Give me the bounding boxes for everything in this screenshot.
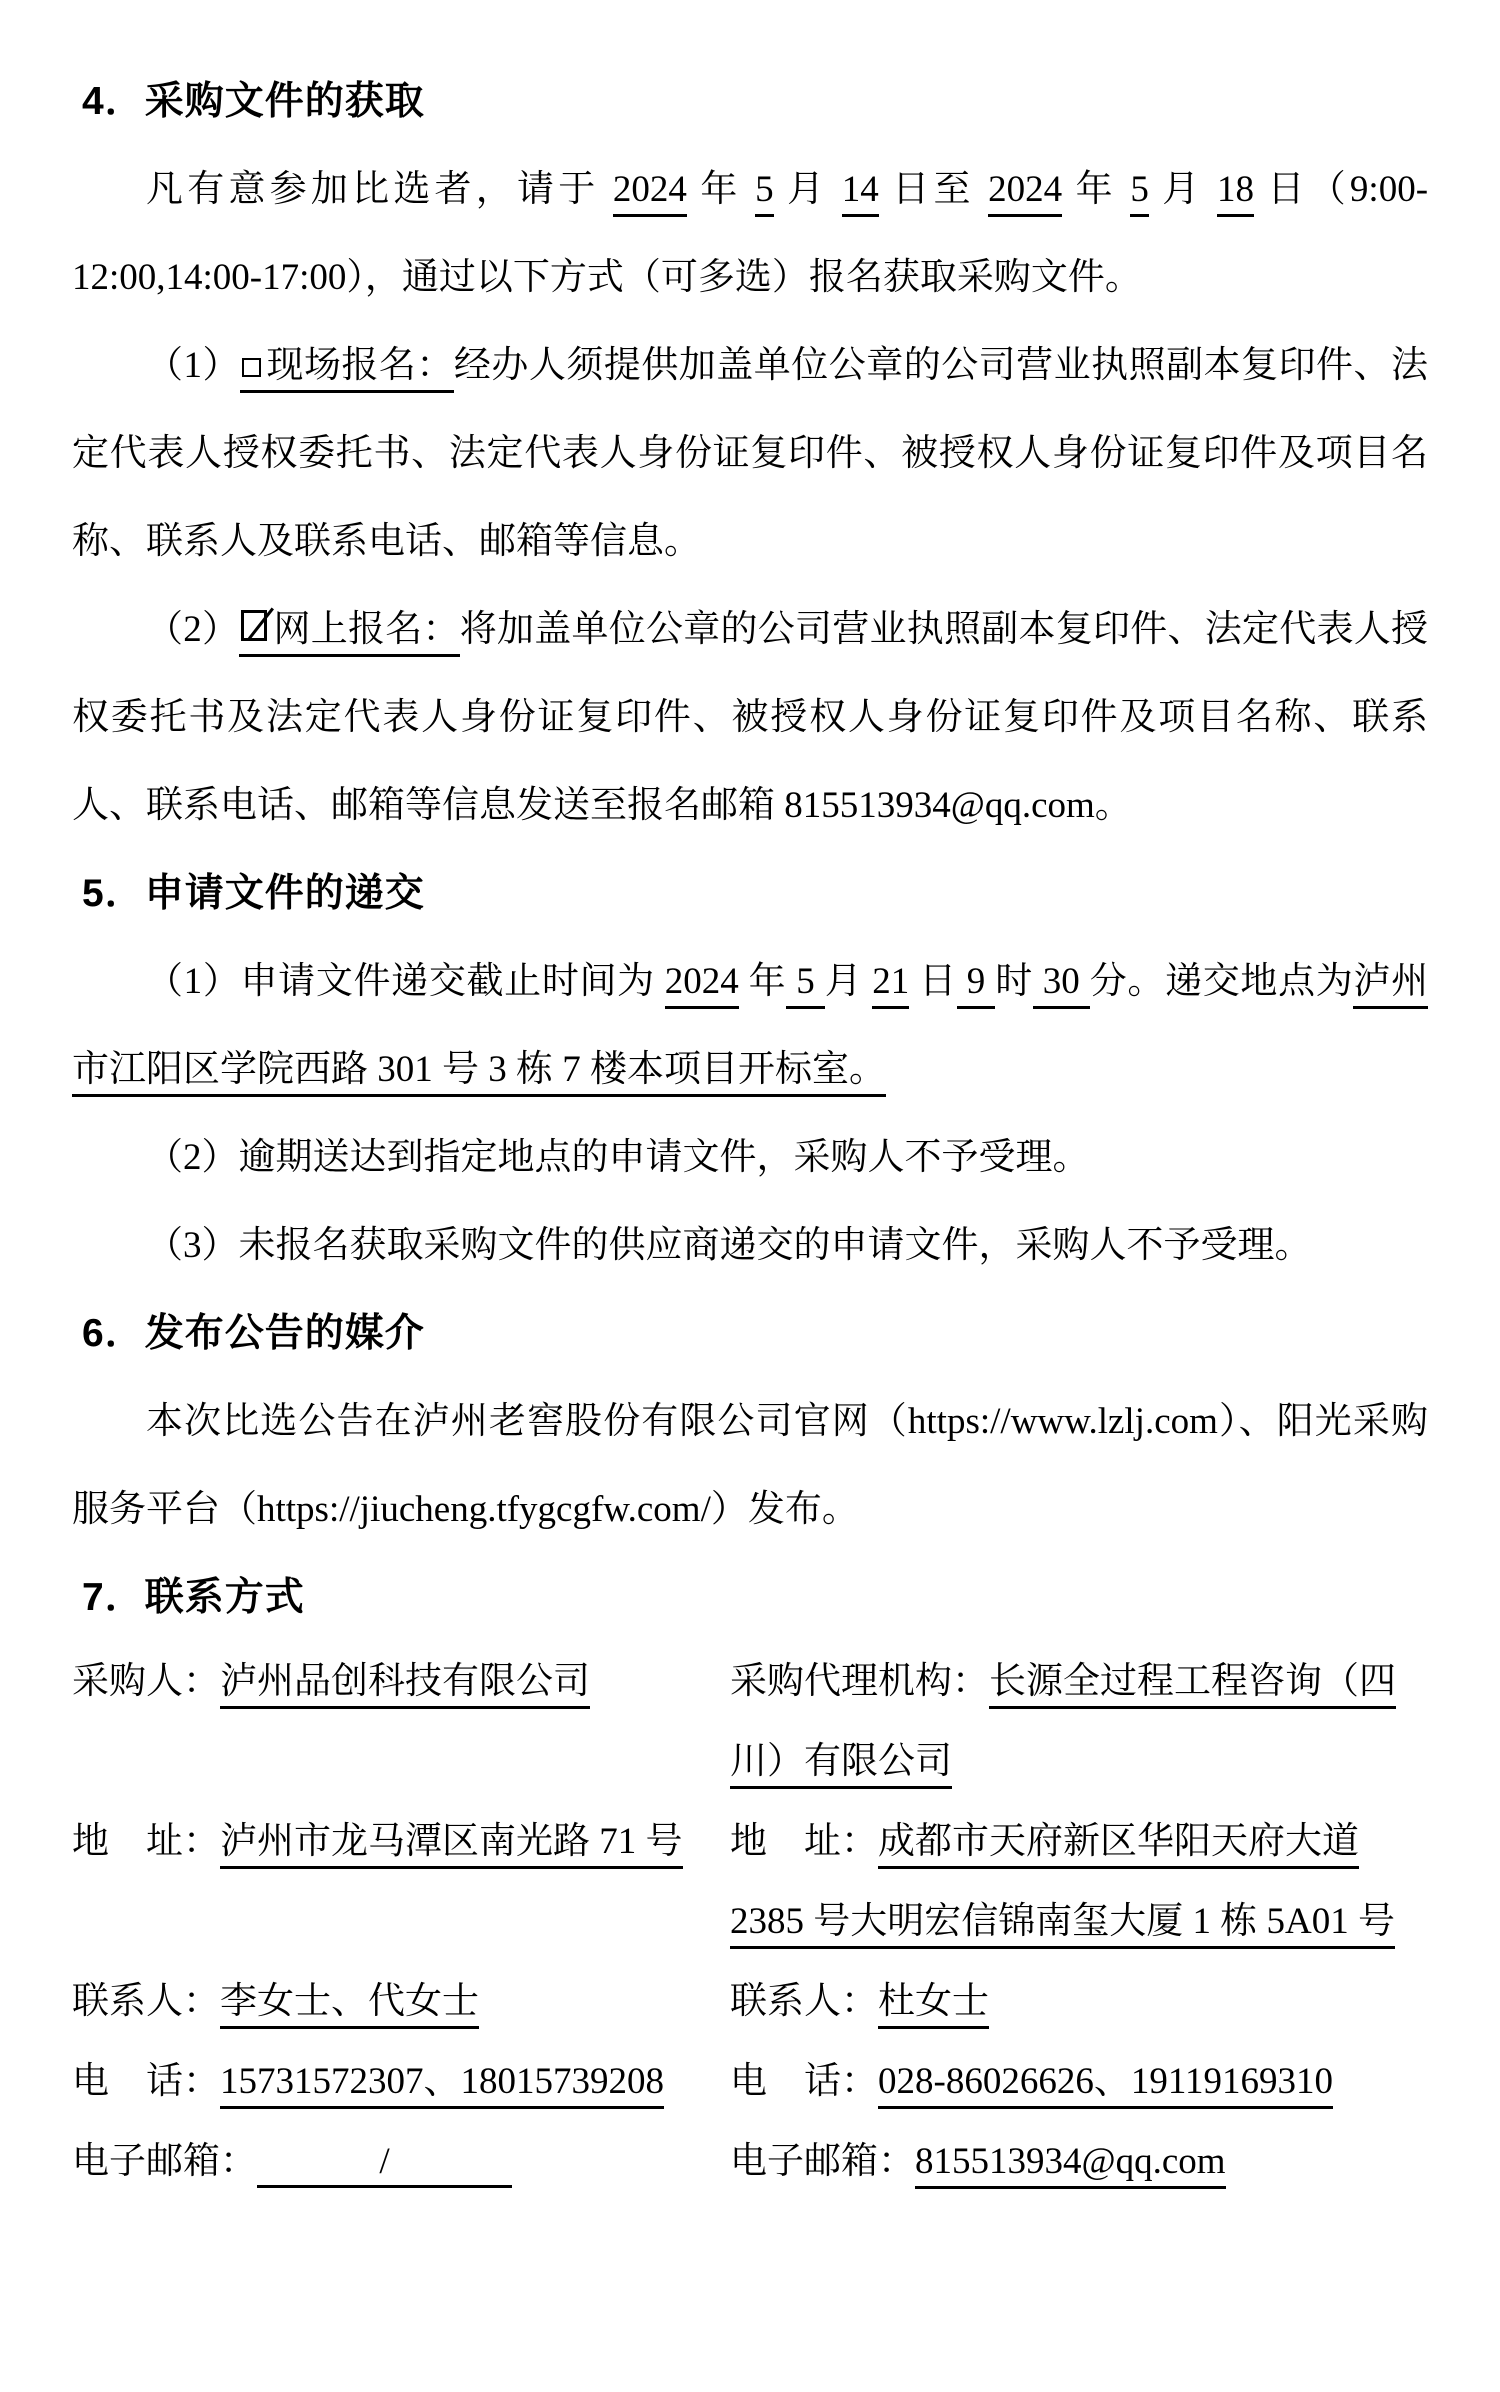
agency-contact-label: 联系人： [730,1981,878,2022]
para-submission-deadline [72,938,1428,1114]
text-run: 年 [1062,169,1131,210]
text-run: 分。递交地点为 [1089,961,1354,1002]
text-run: 年 [738,961,787,1002]
blank-deadline-year: 2024 [665,961,739,1009]
agency-phone-row [730,2042,1428,2122]
text-run: 年 [686,169,756,210]
buyer-email-blank: / [257,2139,512,2188]
buyer-contact-person: 李女士、代女士 [220,1981,479,2029]
para-onsite-registration [72,322,1428,586]
buyer-phone: 15731572307、18015739208 [220,2061,664,2109]
buyer-label: 采购人： [72,1661,220,1702]
buyer-address-label: 地 址： [72,1821,220,1862]
blank-month-to: 5 [1130,169,1149,217]
blank-deadline-day: 21 [872,961,909,1009]
blank-deadline-month: 5 [786,961,824,1009]
para-online-registration [72,586,1428,850]
contact-table [72,1642,1428,2202]
buyer-address-row [72,1802,692,1962]
agency-email-label: 电子邮箱： [730,2141,915,2182]
agency-address: 成都市天府新区华阳天府大道 2385 号大明宏信锦南玺大厦 1 栋 5A01 号 [730,1821,1395,1949]
agency-email-row [730,2122,1428,2202]
blank-month-from: 5 [755,169,774,217]
section-7-heading: 7．联系方式 [82,1576,305,1619]
checkbox-checked-icon [241,610,267,641]
text-run: 日至 [878,169,989,210]
submission-address: 泸州市江阳区学院西路 301 号 3 栋 7 楼本项目开标室。 [72,961,1428,1097]
text-run: 日 [909,961,957,1002]
buyer-phone-row [72,2042,692,2122]
online-registration-option [239,609,460,657]
text-run: 将加盖单位公章的公司营业执照副本复印件、法定代表人授权委托书及法定代表人身份证复印件、被授权人身份证复印件及项目名称、联系人、联系电话、邮箱等信息发送至报名邮箱 815513934@qq.com。 [72,609,1428,826]
para-announcement-media: 本次比选公告在泸州老窖股份有限公司官网（https://www.lzlj.com）、阳光采购服务平台（https://jiucheng.tfygcgfw.com/）发布。 [72,1401,1428,1530]
blank-day-to: 18 [1217,169,1254,217]
agency-name: 长源全过程工程咨询（四川）有限公司 [730,1661,1396,1789]
text-run: 月 [1148,169,1217,210]
agency-address-label: 地 址： [730,1821,878,1862]
onsite-registration-option [240,345,454,393]
buyer-name-row [72,1642,692,1802]
agency-contact-person: 杜女士 [878,1981,989,2029]
text-run: 凡有意参加比选者，请于 [146,169,613,210]
text-run: 月 [773,169,842,210]
buyer-email-label: 电子邮箱： [72,2141,257,2182]
agency-address-row [730,1802,1428,1962]
buyer-name: 泸州品创科技有限公司 [220,1661,590,1709]
checkbox-unchecked-icon [242,358,261,377]
buyer-contact-row [72,1962,692,2042]
online-registration-label: 网上报名： [273,609,460,650]
para-late-submission: （2）逾期送达到指定地点的申请文件，采购人不予受理。 [146,1137,1090,1178]
onsite-registration-label: 现场报名： [265,345,454,386]
agency-phone-label: 电 话： [730,2061,878,2102]
agency-contact-row [730,1962,1428,2042]
agency-email: 815513934@qq.com [915,2141,1226,2189]
buyer-email-row [72,2122,692,2202]
section-5-heading: 5．申请文件的递交 [82,872,425,915]
text-run: 时 [995,961,1033,1002]
buyer-contact-label: 联系人： [72,1981,220,2022]
blank-year-from: 2024 [613,169,687,217]
section-4-heading: 4．采购文件的获取 [82,80,425,123]
text-run: （2） [146,609,240,650]
blank-day-from: 14 [842,169,879,217]
text-run: 经办人须提供加盖单位公章的公司营业执照副本复印件、法定代表人授权委托书、法定代表人身份证复印件、被授权人身份证复印件及项目名称、联系人及联系电话、邮箱等信息。 [72,345,1429,562]
buyer-address: 泸州市龙马潭区南光路 71 号 [220,1821,683,1869]
agency-name-row [730,1642,1428,1802]
agency-label: 采购代理机构： [730,1661,989,1702]
buyer-phone-label: 电 话： [72,2061,220,2102]
blank-deadline-hour: 9 [957,961,995,1009]
text-run: 日（9:00-12:00,14:00-17:00），通过以下方式（可多选）报名获取采购文件。 [72,169,1429,298]
text-run: （1） [146,345,240,386]
blank-deadline-minute: 30 [1033,961,1090,1009]
section-6-heading: 6．发布公告的媒介 [82,1312,425,1355]
text-run: （1）申请文件递交截止时间为 [146,961,665,1002]
agency-phone: 028-86026626、19119169310 [878,2061,1333,2109]
para-obtain-schedule [72,146,1428,322]
text-run: 月 [824,961,873,1002]
para-unregistered-submission: （3）未报名获取采购文件的供应商递交的申请文件，采购人不予受理。 [146,1225,1312,1266]
blank-year-to: 2024 [988,169,1062,217]
